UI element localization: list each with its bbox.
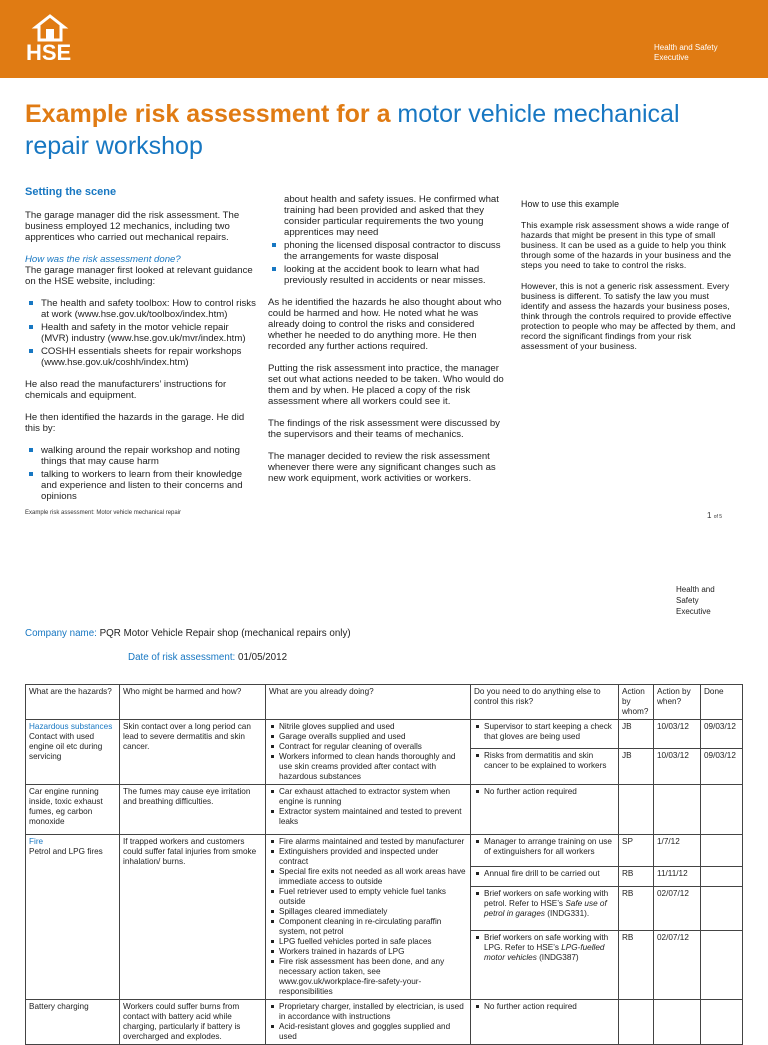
column-header: Done (701, 685, 743, 720)
title-rest: motor vehicle mechanical repair workshop (25, 100, 680, 160)
table-row (26, 785, 743, 835)
paragraph: The garage manager first looked at relevant guidance on the HSE website, including: (25, 265, 253, 287)
hazard-cell: Battery charging (26, 1000, 120, 1045)
footer-doc-title: Example risk assessment: Motor vehicle mechanical repair (25, 510, 182, 516)
done-cell (701, 867, 743, 887)
done-cell (701, 886, 743, 930)
paragraph: The garage manager did the risk assessment. The business employed 12 mechanics, including two apprentices who carried out mechanical repairs. (25, 210, 240, 243)
section-heading: Setting the scene (25, 186, 117, 198)
when-cell: 10/03/12 (654, 749, 701, 785)
paragraph: However, this is not a generic risk assessment. Every business is different. To satisfy the law you must identify and assess the hazards your business poses, think through the controls required to provide effective protection to people who may be affected by them, and record the significant findings from your risk assessment of your business. (521, 281, 736, 351)
harm-cell: Workers could suffer burns from contact with battery acid while charging, particularly if battery is overcharged and explodes. (120, 1000, 266, 1045)
action-cell: Annual fire drill to be carried out (471, 867, 619, 887)
column-header: What are the hazards? (26, 685, 120, 720)
company-label: Company name: (25, 628, 97, 639)
logo-text: HSE (26, 40, 72, 65)
done-cell: 09/03/12 (701, 720, 743, 749)
table-row (26, 720, 743, 749)
intro-column-3 (521, 199, 736, 357)
paragraph: The manager decided to review the risk assessment whenever there were any significant changes such as new work equipment, work activities or workers. (268, 451, 496, 484)
action-cell: Manager to arrange training on use of extinguishers for all workers (471, 835, 619, 867)
harm-cell: The fumes may cause eye irritation and breathing difficulties. (120, 785, 266, 835)
controls-cell: Car exhaust attached to extractor system when engine is running Extractor system maintained and tested to prevent leaks (266, 785, 471, 835)
who-cell: JB (619, 749, 654, 785)
list-item: COSHH essentials sheets for repair workshops (www.hse.gov.uk/coshh/index.htm) (25, 346, 257, 368)
list-item: looking at the accident book to learn what had previously resulted in accidents or near misses. (268, 264, 506, 286)
intro-column-2 (268, 194, 506, 495)
house-logo-icon (35, 15, 65, 41)
harm-cell: Skin contact over a long period can lead to severe dermatitis and skin cancer. (120, 720, 266, 785)
who-cell: RB (619, 886, 654, 930)
when-cell: 02/07/12 (654, 886, 701, 930)
table-header-row (26, 685, 743, 720)
who-cell (619, 785, 654, 835)
when-cell: 02/07/12 (654, 930, 701, 999)
action-cell: Brief workers on safe working with LPG. Refer to HSE’s LPG-fuelled motor vehicles (INDG387) (471, 930, 619, 999)
hazard-cell: Fire Petrol and LPG fires (26, 835, 120, 1000)
method-list (25, 445, 257, 502)
action-cell: No further action required (471, 785, 619, 835)
usage-heading: How to use this example (521, 199, 620, 209)
paragraph: He then identified the hazards in the garage. He did this by: (25, 412, 245, 434)
list-item: walking around the repair workshop and noting things that may cause harm (25, 445, 257, 467)
when-cell: 10/03/12 (654, 720, 701, 749)
harm-cell: If trapped workers and customers could suffer fatal injuries from smoke inhalation/ burns. (120, 835, 266, 1000)
done-cell: 09/03/12 (701, 749, 743, 785)
company-value: PQR Motor Vehicle Repair shop (mechanical repairs only) (99, 628, 351, 639)
when-cell (654, 1000, 701, 1045)
paragraph: As he identified the hazards he also thought about who could be harmed and how. He noted what he was already doing to control the risks and considered whether he needed to do anything more. He then recorded any further actions required. (268, 297, 502, 352)
paragraph: He also read the manufacturers’ instructions for chemicals and equipment. (25, 379, 227, 401)
done-cell (701, 785, 743, 835)
who-cell: RB (619, 930, 654, 999)
list-item: Health and safety in the motor vehicle repair (MVR) industry (www.hse.gov.uk/mvr/index.htm) (25, 322, 257, 344)
column-header: Action by whom? (619, 685, 654, 720)
controls-cell: Nitrile gloves supplied and used Garage overalls supplied and used Contract for regular cleaning of overalls Workers informed to clean hands thoroughly and use skin creams provided after contact with hazardous substances (266, 720, 471, 785)
action-cell: Brief workers on safe working with petrol. Refer to HSE’s Safe use of petrol in garages (INDG331). (471, 886, 619, 930)
list-item: The health and safety toolbox: How to control risks at work (www.hse.gov.uk/toolbox/index.htm) (25, 298, 257, 320)
date-line (128, 652, 287, 663)
controls-cell: Proprietary charger, installed by electrician, is used in accordance with instructions Acid-resistant gloves and goggles supplied and used (266, 1000, 471, 1045)
column-header: Who might be harmed and how? (120, 685, 266, 720)
page-title (25, 98, 745, 162)
who-cell (619, 1000, 654, 1045)
action-cell: Supervisor to start keeping a check that gloves are being used (471, 720, 619, 749)
method-list-continued (268, 240, 506, 286)
date-value: 01/05/2012 (238, 652, 288, 663)
org-name: Health and Safety Executive (654, 43, 718, 62)
table-row (26, 1000, 743, 1045)
done-cell (701, 930, 743, 999)
page-number: 1 of 5 (707, 511, 723, 520)
paragraph: This example risk assessment shows a wide range of hazards that might be present in this type of small business. It can be used as a guide to help you think through some of the hazards in your business and the steps you need to take to control the risks. (521, 220, 732, 270)
action-cell: Risks from dermatitis and skin cancer to be explained to workers (471, 749, 619, 785)
action-cell: No further action required (471, 1000, 619, 1045)
who-cell: JB (619, 720, 654, 749)
who-cell: RB (619, 867, 654, 887)
column-header: What are you already doing? (266, 685, 471, 720)
paragraph: Putting the risk assessment into practice, the manager set out what actions needed to be taken. Who would do them and by when. He placed a copy of the risk assessment where all workers could see it. (268, 363, 504, 407)
risk-assessment-table (25, 684, 743, 1045)
when-cell (654, 785, 701, 835)
paragraph: about health and safety issues. He confirmed what training had been provided and asked that they consider particular requirements the two young apprentices may need (284, 194, 499, 238)
list-item: phoning the licensed disposal contractor to discuss the arrangements for waste disposal (268, 240, 506, 262)
paragraph: The findings of the risk assessment were discussed by the supervisors and their teams of mechanics. (268, 418, 500, 440)
title-lead: Example risk assessment for a (25, 100, 391, 128)
company-line (25, 628, 414, 646)
column-header: Do you need to do anything else to control this risk? (471, 685, 619, 720)
done-cell (701, 1000, 743, 1045)
hazard-cell: Car engine running inside, toxic exhaust fumes, eg carbon monoxide (26, 785, 120, 835)
when-cell: 11/11/12 (654, 867, 701, 887)
guidance-list (25, 298, 257, 368)
list-item: talking to workers to learn from their knowledge and experience and listen to their concerns and opinions (25, 469, 257, 502)
question-heading: How was the risk assessment done? (25, 254, 181, 265)
hazard-cell: Hazardous substances Contact with used engine oil etc during servicing (26, 720, 120, 785)
controls-cell: Fire alarms maintained and tested by manufacturer Extinguishers provided and inspected under contract Special fire exits not needed as all work areas have immediate access to outside Fuel retriever used to empty vehicle fuel tanks outside Spillages cleared immediately Component cleaning in re-circulating paraffin system, not petrol LPG fuelled vehicles ported in safe places Workers trained in hazards of LPG Fire risk assessment has been done, and any necessary action taken, see www.gov.uk/workplace-fire-safety-your-responsibilities (266, 835, 471, 1000)
hse-banner (0, 0, 768, 78)
table-row (26, 835, 743, 867)
date-label: Date of risk assessment: (128, 652, 236, 663)
who-cell: SP (619, 835, 654, 867)
intro-column-1 (25, 187, 257, 513)
done-cell (701, 835, 743, 867)
hse-logo (26, 15, 80, 65)
when-cell: 1/7/12 (654, 835, 701, 867)
org-name-page2: Health and Safety Executive (676, 585, 715, 616)
column-header: Action by when? (654, 685, 701, 720)
